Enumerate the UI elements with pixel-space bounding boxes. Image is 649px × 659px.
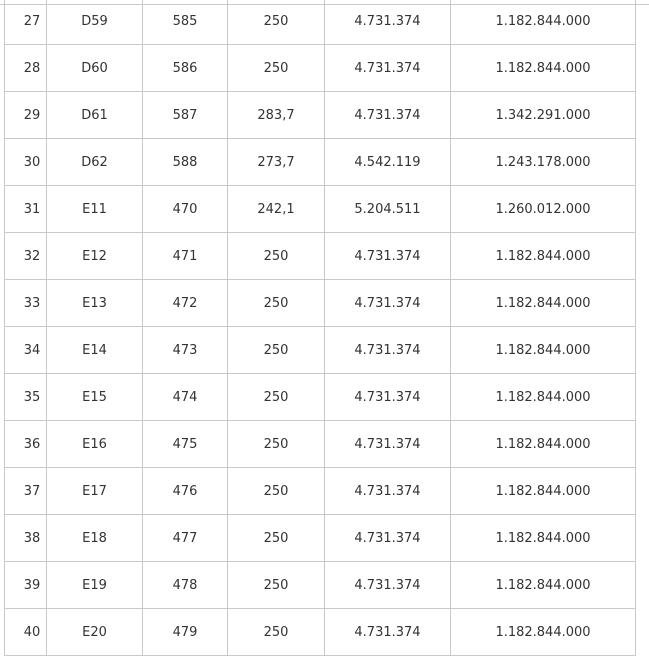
cell-total-price: 1.182.844.000 [451, 327, 636, 374]
cell-unit-id: 471 [143, 233, 228, 280]
cell-unit-code: E12 [47, 233, 143, 280]
cell-unit-price: 4.731.374 [325, 233, 451, 280]
cell-unit-price: 4.731.374 [325, 468, 451, 515]
cell-unit-price: 4.731.374 [325, 92, 451, 139]
cell-row-number: 40 [5, 609, 47, 656]
cell-total-price: 1.182.844.000 [451, 468, 636, 515]
table-row [5, 562, 636, 609]
table-body [5, 0, 636, 656]
cell-area: 250 [228, 233, 325, 280]
cell-row-number: 33 [5, 280, 47, 327]
cell-total-price: 1.342.291.000 [451, 92, 636, 139]
cell-unit-id: 587 [143, 92, 228, 139]
cell-unit-id: 585 [143, 0, 228, 45]
cell-unit-id: 473 [143, 327, 228, 374]
cell-total-price: 1.182.844.000 [451, 233, 636, 280]
cell-unit-price: 4.731.374 [325, 609, 451, 656]
cell-row-number: 29 [5, 92, 47, 139]
cell-total-price: 1.182.844.000 [451, 45, 636, 92]
cell-row-number: 34 [5, 327, 47, 374]
cell-unit-id: 475 [143, 421, 228, 468]
cell-area: 250 [228, 609, 325, 656]
table-row [5, 327, 636, 374]
cell-unit-id: 474 [143, 374, 228, 421]
cell-row-number: 37 [5, 468, 47, 515]
cell-unit-id: 472 [143, 280, 228, 327]
cell-unit-price: 4.731.374 [325, 562, 451, 609]
cell-row-number: 28 [5, 45, 47, 92]
cell-unit-price: 4.731.374 [325, 515, 451, 562]
cell-unit-code: E14 [47, 327, 143, 374]
cell-total-price: 1.260.012.000 [451, 186, 636, 233]
cell-unit-code: D60 [47, 45, 143, 92]
table-row [5, 0, 636, 45]
cell-area: 250 [228, 515, 325, 562]
cell-unit-code: E16 [47, 421, 143, 468]
cell-area: 250 [228, 562, 325, 609]
cell-row-number: 36 [5, 421, 47, 468]
cell-unit-price: 4.731.374 [325, 0, 451, 45]
cell-total-price: 1.182.844.000 [451, 0, 636, 45]
cell-unit-price: 4.542.119 [325, 139, 451, 186]
cell-row-number: 27 [5, 0, 47, 45]
cell-area: 250 [228, 327, 325, 374]
cell-unit-id: 588 [143, 139, 228, 186]
cell-row-number: 31 [5, 186, 47, 233]
cell-unit-code: D62 [47, 139, 143, 186]
cell-area: 242,1 [228, 186, 325, 233]
cell-area: 283,7 [228, 92, 325, 139]
cell-area: 250 [228, 45, 325, 92]
cell-unit-code: E13 [47, 280, 143, 327]
cell-unit-code: E18 [47, 515, 143, 562]
cell-row-number: 39 [5, 562, 47, 609]
cell-unit-id: 476 [143, 468, 228, 515]
cell-unit-id: 470 [143, 186, 228, 233]
cell-area: 250 [228, 468, 325, 515]
cell-unit-price: 4.731.374 [325, 45, 451, 92]
table-row [5, 515, 636, 562]
table-row [5, 609, 636, 656]
table-row [5, 186, 636, 233]
cell-unit-code: E15 [47, 374, 143, 421]
cell-total-price: 1.182.844.000 [451, 562, 636, 609]
table-row [5, 139, 636, 186]
cell-total-price: 1.182.844.000 [451, 280, 636, 327]
cell-area: 250 [228, 0, 325, 45]
cell-unit-code: E11 [47, 186, 143, 233]
cell-row-number: 30 [5, 139, 47, 186]
table-row [5, 374, 636, 421]
data-table [4, 0, 636, 656]
cell-area: 250 [228, 421, 325, 468]
cell-unit-price: 4.731.374 [325, 280, 451, 327]
cell-unit-code: D59 [47, 0, 143, 45]
cell-total-price: 1.182.844.000 [451, 374, 636, 421]
cell-unit-price: 5.204.511 [325, 186, 451, 233]
table-row [5, 421, 636, 468]
table-row [5, 233, 636, 280]
cell-total-price: 1.182.844.000 [451, 609, 636, 656]
cell-total-price: 1.182.844.000 [451, 515, 636, 562]
cell-unit-price: 4.731.374 [325, 421, 451, 468]
cell-total-price: 1.182.844.000 [451, 421, 636, 468]
table-row [5, 280, 636, 327]
cell-row-number: 38 [5, 515, 47, 562]
cell-unit-code: E19 [47, 562, 143, 609]
table-row [5, 45, 636, 92]
cell-row-number: 35 [5, 374, 47, 421]
table-row [5, 468, 636, 515]
cell-unit-id: 479 [143, 609, 228, 656]
table-row [5, 92, 636, 139]
cell-area: 250 [228, 374, 325, 421]
cell-unit-price: 4.731.374 [325, 374, 451, 421]
cell-total-price: 1.243.178.000 [451, 139, 636, 186]
cell-unit-price: 4.731.374 [325, 327, 451, 374]
cell-row-number: 32 [5, 233, 47, 280]
cell-unit-code: E17 [47, 468, 143, 515]
cell-unit-code: D61 [47, 92, 143, 139]
cell-unit-id: 586 [143, 45, 228, 92]
cell-unit-code: E20 [47, 609, 143, 656]
cell-unit-id: 478 [143, 562, 228, 609]
cell-unit-id: 477 [143, 515, 228, 562]
cell-area: 250 [228, 280, 325, 327]
cell-area: 273,7 [228, 139, 325, 186]
